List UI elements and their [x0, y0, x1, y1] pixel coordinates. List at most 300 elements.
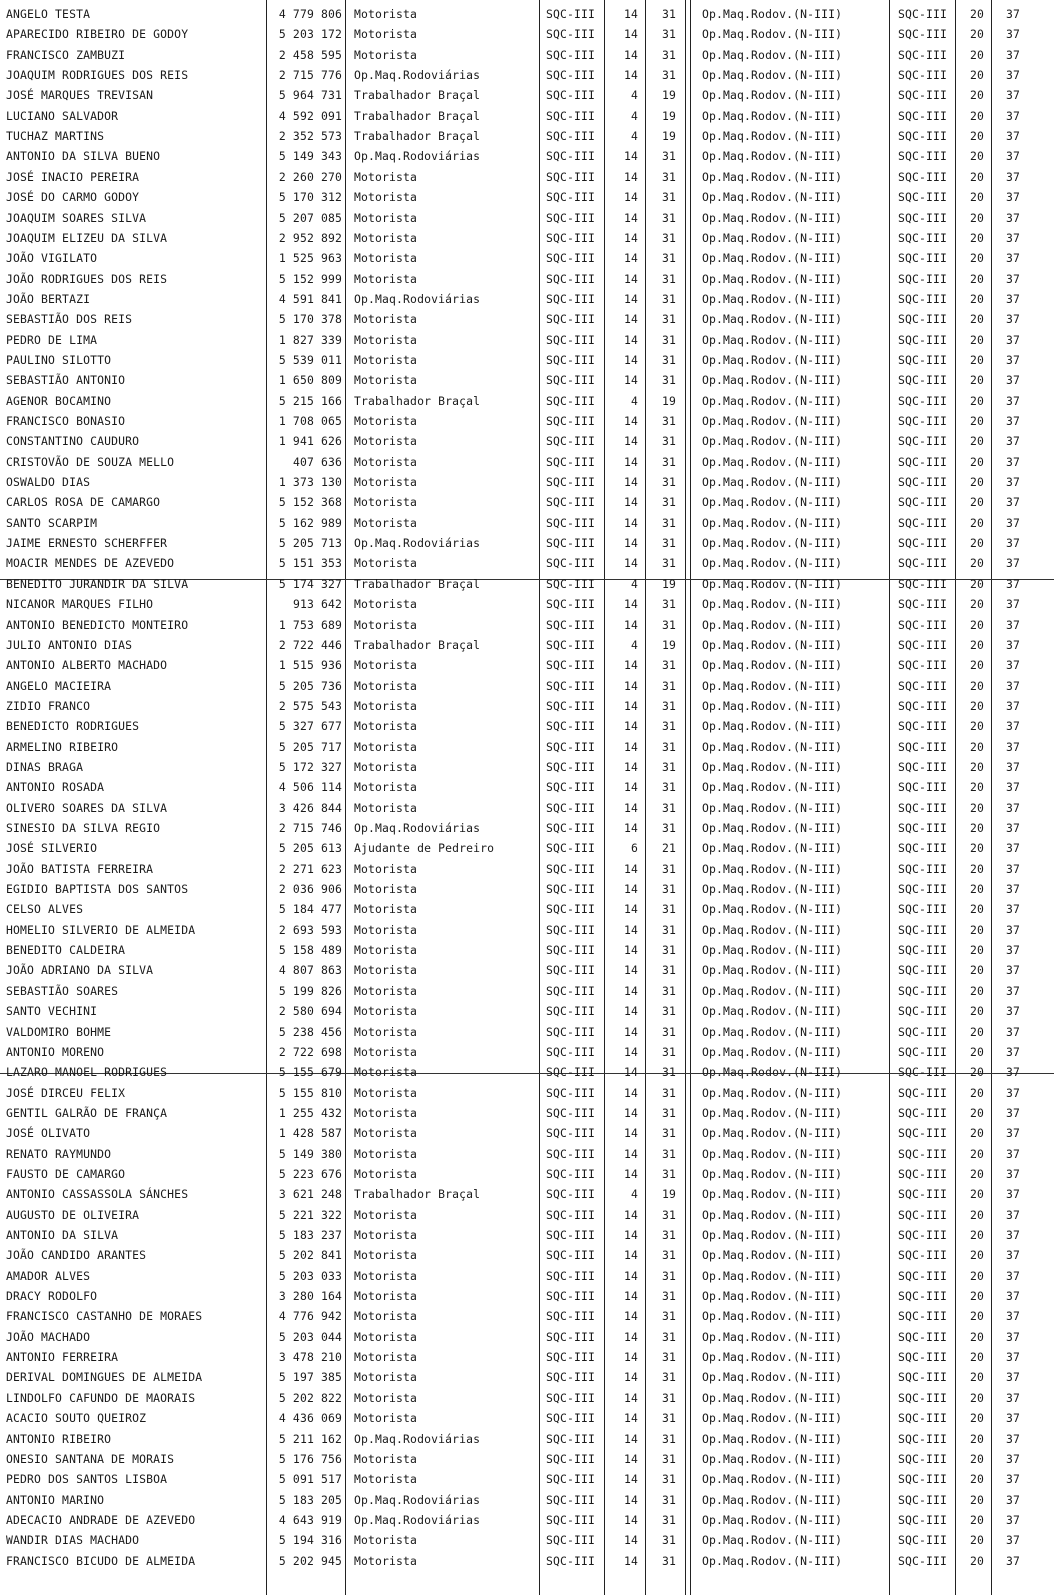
employee-name: SANTO VECHINI: [6, 1004, 98, 1019]
current-position: Motorista: [354, 1166, 418, 1181]
employee-name: OLIVERO SOARES DA SILVA: [6, 800, 168, 815]
table-row: [0, 85, 1054, 105]
current-reference: 14: [623, 1105, 638, 1120]
new-level: 37: [1005, 597, 1020, 612]
new-position: Op.Maq.Rodov.(N-III): [702, 678, 843, 693]
current-position: Motorista: [354, 475, 418, 490]
current-position: Trabalhador Braçal: [354, 1187, 481, 1202]
new-position: Op.Maq.Rodov.(N-III): [702, 414, 843, 428]
current-class: SQC-III: [546, 943, 596, 958]
current-reference: 14: [623, 1004, 638, 1019]
current-position: Motorista: [354, 902, 418, 917]
new-level: 37: [1005, 1431, 1020, 1446]
new-reference: 20: [969, 475, 984, 490]
new-class: SQC-III: [898, 576, 948, 591]
table-row: [0, 1408, 1054, 1428]
new-position: Op.Maq.Rodov.(N-III): [702, 1085, 843, 1100]
current-position: Motorista: [354, 1085, 418, 1100]
new-level: 37: [1005, 1411, 1020, 1426]
current-position: Motorista: [354, 169, 418, 184]
current-class: SQC-III: [546, 1166, 596, 1181]
employee-name: ACACIO SOUTO QUEIROZ: [6, 1411, 147, 1426]
current-reference: 14: [623, 271, 638, 286]
new-position: Op.Maq.Rodov.(N-III): [702, 617, 843, 632]
current-reference: 14: [623, 190, 638, 205]
employee-name: JOSÉ DIRCEU FELIX: [6, 1085, 126, 1100]
employee-name: JOSÉ DO CARMO GODOY: [6, 190, 140, 205]
table-row: [0, 737, 1054, 757]
current-reference: 14: [623, 515, 638, 530]
current-position: Motorista: [354, 1065, 418, 1080]
table-row: [0, 1429, 1054, 1449]
current-reference: 14: [623, 47, 638, 62]
current-level: 31: [661, 414, 676, 428]
current-position: Motorista: [354, 332, 418, 347]
table-row: [0, 309, 1054, 329]
current-class: SQC-III: [546, 495, 596, 510]
employee-name: ANTONIO MORENO: [6, 1044, 105, 1059]
employee-name: CONSTANTINO CAUDURO: [6, 434, 140, 449]
new-reference: 20: [969, 637, 984, 652]
registration-number: 5 203 172: [278, 27, 342, 42]
new-position: Op.Maq.Rodov.(N-III): [702, 373, 843, 388]
new-class: SQC-III: [898, 7, 948, 21]
employee-name: ANGELO TESTA: [6, 7, 91, 21]
current-position: Ajudante de Pedreiro: [354, 841, 495, 856]
current-reference: 14: [623, 27, 638, 42]
current-level: 31: [661, 1004, 676, 1019]
table-row: [0, 248, 1054, 268]
new-reference: 20: [969, 943, 984, 958]
new-reference: 20: [969, 169, 984, 184]
registration-number: 5 158 489: [278, 943, 342, 958]
new-reference: 20: [969, 1329, 984, 1344]
current-level: 31: [661, 495, 676, 510]
current-reference: 14: [623, 902, 638, 917]
new-level: 37: [1005, 434, 1020, 449]
current-class: SQC-III: [546, 719, 596, 734]
new-position: Op.Maq.Rodov.(N-III): [702, 536, 843, 551]
new-reference: 20: [969, 1207, 984, 1222]
new-class: SQC-III: [898, 149, 948, 164]
new-reference: 20: [969, 1309, 984, 1324]
new-level: 37: [1005, 1044, 1020, 1059]
current-position: Op.Maq.Rodoviárias: [354, 1512, 481, 1527]
table-row: [0, 716, 1054, 736]
new-level: 37: [1005, 1126, 1020, 1141]
table-row: [0, 879, 1054, 899]
new-level: 37: [1005, 1472, 1020, 1487]
current-reference: 14: [623, 556, 638, 571]
registration-number: 5 176 756: [278, 1451, 342, 1466]
employee-name: JOSÉ INACIO PEREIRA: [6, 169, 140, 184]
new-class: SQC-III: [898, 1309, 948, 1324]
current-position: Op.Maq.Rodoviárias: [354, 821, 481, 835]
new-level: 37: [1005, 373, 1020, 388]
current-position: Motorista: [354, 1268, 418, 1283]
current-reference: 4: [630, 108, 638, 123]
current-position: Motorista: [354, 352, 418, 367]
table-row: [0, 940, 1054, 960]
table-row: [0, 1083, 1054, 1103]
employee-name: JOÃO MACHADO: [6, 1329, 91, 1344]
current-class: SQC-III: [546, 1411, 596, 1426]
new-class: SQC-III: [898, 1390, 948, 1405]
current-reference: 14: [623, 454, 638, 469]
new-reference: 20: [969, 190, 984, 205]
new-level: 37: [1005, 1187, 1020, 1202]
new-class: SQC-III: [898, 312, 948, 327]
current-class: SQC-III: [546, 1126, 596, 1141]
new-level: 37: [1005, 271, 1020, 286]
registration-number: 2 952 892: [278, 230, 342, 245]
current-level: 31: [661, 1533, 676, 1548]
new-class: SQC-III: [898, 698, 948, 713]
new-reference: 20: [969, 821, 984, 835]
employee-name: DRACY RODOLFO: [6, 1289, 98, 1304]
new-level: 37: [1005, 536, 1020, 551]
registration-number: 4 591 841: [278, 291, 342, 306]
new-level: 37: [1005, 1228, 1020, 1242]
current-reference: 14: [623, 1065, 638, 1080]
registration-number: 5 223 676: [278, 1166, 342, 1181]
table-row: [0, 1001, 1054, 1021]
current-level: 31: [661, 271, 676, 286]
current-level: 31: [661, 739, 676, 754]
employee-name: ONESIO SANTANA DE MORAIS: [6, 1451, 175, 1466]
table-row: [0, 513, 1054, 533]
table-row: [0, 4, 1054, 24]
new-level: 37: [1005, 291, 1020, 306]
current-reference: 14: [623, 698, 638, 713]
current-position: Motorista: [354, 1533, 418, 1548]
employee-name: BENEDITO JURANDIR DA SILVA: [6, 576, 189, 591]
registration-number: 5 183 205: [278, 1492, 342, 1507]
new-reference: 20: [969, 759, 984, 774]
registration-number: 2 036 906: [278, 882, 342, 897]
current-class: SQC-III: [546, 1268, 596, 1283]
current-position: Motorista: [354, 373, 418, 388]
current-class: SQC-III: [546, 1004, 596, 1019]
current-class: SQC-III: [546, 230, 596, 245]
employee-name: JOÃO ADRIANO DA SILVA: [6, 963, 154, 978]
registration-number: 2 352 573: [278, 129, 342, 144]
current-reference: 14: [623, 821, 638, 835]
current-reference: 14: [623, 780, 638, 795]
new-class: SQC-III: [898, 169, 948, 184]
table-row: [0, 1510, 1054, 1530]
new-reference: 20: [969, 88, 984, 103]
new-level: 37: [1005, 352, 1020, 367]
new-reference: 20: [969, 434, 984, 449]
current-position: Motorista: [354, 1044, 418, 1059]
current-position: Motorista: [354, 800, 418, 815]
new-position: Op.Maq.Rodov.(N-III): [702, 271, 843, 286]
current-position: Motorista: [354, 1105, 418, 1120]
employee-name: JOAQUIM RODRIGUES DOS REIS: [6, 68, 189, 83]
new-level: 37: [1005, 1004, 1020, 1019]
new-reference: 20: [969, 658, 984, 673]
new-position: Op.Maq.Rodov.(N-III): [702, 454, 843, 469]
registration-number: 5 964 731: [278, 88, 342, 103]
table-row: [0, 350, 1054, 370]
new-class: SQC-III: [898, 414, 948, 428]
new-reference: 20: [969, 1004, 984, 1019]
new-position: Op.Maq.Rodov.(N-III): [702, 1329, 843, 1344]
current-class: SQC-III: [546, 759, 596, 774]
registration-number: 5 149 343: [278, 149, 342, 164]
current-class: SQC-III: [546, 434, 596, 449]
current-class: SQC-III: [546, 190, 596, 205]
table-row: [0, 187, 1054, 207]
current-level: 31: [661, 556, 676, 571]
new-level: 37: [1005, 7, 1020, 21]
current-position: Trabalhador Braçal: [354, 637, 481, 652]
registration-number: 5 202 841: [278, 1248, 342, 1263]
current-position: Motorista: [354, 7, 418, 21]
new-level: 37: [1005, 943, 1020, 958]
current-reference: 14: [623, 1044, 638, 1059]
current-level: 31: [661, 1512, 676, 1527]
new-position: Op.Maq.Rodov.(N-III): [702, 1472, 843, 1487]
current-position: Motorista: [354, 1126, 418, 1141]
employee-name: GENTIL GALRÃO DE FRANÇA: [6, 1105, 168, 1120]
current-position: Motorista: [354, 414, 418, 428]
new-level: 37: [1005, 902, 1020, 917]
current-class: SQC-III: [546, 1085, 596, 1100]
new-position: Op.Maq.Rodov.(N-III): [702, 637, 843, 652]
new-position: Op.Maq.Rodov.(N-III): [702, 698, 843, 713]
employee-name: CELSO ALVES: [6, 902, 84, 917]
current-level: 31: [661, 149, 676, 164]
employee-name: ANTONIO DA SILVA: [6, 1228, 119, 1242]
current-level: 31: [661, 1166, 676, 1181]
current-reference: 14: [623, 1390, 638, 1405]
current-level: 31: [661, 1228, 676, 1242]
registration-number: 5 184 477: [278, 902, 342, 917]
current-position: Op.Maq.Rodoviárias: [354, 1492, 481, 1507]
registration-number: 3 426 844: [278, 800, 342, 815]
new-level: 37: [1005, 658, 1020, 673]
table-row: [0, 777, 1054, 797]
current-position: Motorista: [354, 312, 418, 327]
new-reference: 20: [969, 108, 984, 123]
registration-number: 2 722 446: [278, 637, 342, 652]
registration-number: 5 170 312: [278, 190, 342, 205]
current-level: 19: [661, 1187, 676, 1202]
new-level: 37: [1005, 454, 1020, 469]
current-class: SQC-III: [546, 27, 596, 42]
employee-name: JOSÉ SILVERIO: [6, 841, 98, 856]
table-row: [0, 24, 1054, 44]
registration-number: 5 327 677: [278, 719, 342, 734]
registration-number: 5 205 717: [278, 739, 342, 754]
new-class: SQC-III: [898, 352, 948, 367]
new-level: 37: [1005, 108, 1020, 123]
new-class: SQC-III: [898, 739, 948, 754]
current-reference: 14: [623, 678, 638, 693]
current-class: SQC-III: [546, 1350, 596, 1365]
registration-number: 5 205 613: [278, 841, 342, 856]
current-level: 31: [661, 617, 676, 632]
employee-name: ANTONIO ALBERTO MACHADO: [6, 658, 168, 673]
new-level: 37: [1005, 1533, 1020, 1548]
new-position: Op.Maq.Rodov.(N-III): [702, 1105, 843, 1120]
new-reference: 20: [969, 963, 984, 978]
current-reference: 14: [623, 1309, 638, 1324]
table-row: [0, 431, 1054, 451]
new-reference: 20: [969, 1024, 984, 1039]
new-class: SQC-III: [898, 556, 948, 571]
current-position: Motorista: [354, 47, 418, 62]
current-level: 31: [661, 963, 676, 978]
current-class: SQC-III: [546, 1228, 596, 1242]
new-class: SQC-III: [898, 1451, 948, 1466]
current-level: 19: [661, 576, 676, 591]
current-level: 19: [661, 393, 676, 408]
new-reference: 20: [969, 617, 984, 632]
current-level: 31: [661, 1411, 676, 1426]
table-row: [0, 1144, 1054, 1164]
new-level: 37: [1005, 556, 1020, 571]
table-row: [0, 818, 1054, 838]
registration-number: 5 183 237: [278, 1228, 342, 1242]
employee-name: JAIME ERNESTO SCHERFFER: [6, 536, 168, 551]
new-position: Op.Maq.Rodov.(N-III): [702, 434, 843, 449]
new-reference: 20: [969, 454, 984, 469]
new-position: Op.Maq.Rodov.(N-III): [702, 963, 843, 978]
employee-name: OSWALDO DIAS: [6, 475, 91, 490]
table-row: [0, 1103, 1054, 1123]
registration-number: 5 211 162: [278, 1431, 342, 1446]
current-level: 31: [661, 1329, 676, 1344]
new-position: Op.Maq.Rodov.(N-III): [702, 352, 843, 367]
current-class: SQC-III: [546, 1207, 596, 1222]
new-position: Op.Maq.Rodov.(N-III): [702, 230, 843, 245]
new-reference: 20: [969, 332, 984, 347]
current-class: SQC-III: [546, 68, 596, 83]
current-class: SQC-III: [546, 108, 596, 123]
current-level: 31: [661, 1370, 676, 1385]
new-class: SQC-III: [898, 1370, 948, 1385]
new-class: SQC-III: [898, 88, 948, 103]
current-level: 31: [661, 882, 676, 897]
table-row: [0, 1042, 1054, 1062]
current-class: SQC-III: [546, 129, 596, 144]
current-reference: 14: [623, 7, 638, 21]
table-row: [0, 1367, 1054, 1387]
current-level: 31: [661, 210, 676, 225]
current-position: Motorista: [354, 1289, 418, 1304]
current-class: SQC-III: [546, 963, 596, 978]
employee-name: SINESIO DA SILVA REGIO: [6, 821, 161, 835]
new-position: Op.Maq.Rodov.(N-III): [702, 1024, 843, 1039]
registration-number: 5 202 822: [278, 1390, 342, 1405]
current-reference: 14: [623, 1207, 638, 1222]
current-class: SQC-III: [546, 678, 596, 693]
employee-name: JULIO ANTONIO DIAS: [6, 637, 133, 652]
current-position: Motorista: [354, 963, 418, 978]
current-position: Trabalhador Braçal: [354, 88, 481, 103]
current-reference: 14: [623, 251, 638, 266]
current-class: SQC-III: [546, 1492, 596, 1507]
new-reference: 20: [969, 7, 984, 21]
table-row: [0, 1225, 1054, 1245]
table-row: [0, 635, 1054, 655]
employee-name: CARLOS ROSA DE CAMARGO: [6, 495, 161, 510]
table-row: [0, 960, 1054, 980]
current-reference: 14: [623, 434, 638, 449]
table-row: [0, 1164, 1054, 1184]
registration-number: 1 708 065: [278, 414, 342, 428]
current-class: SQC-III: [546, 210, 596, 225]
current-level: 31: [661, 7, 676, 21]
new-level: 37: [1005, 312, 1020, 327]
current-reference: 14: [623, 149, 638, 164]
registration-number: 5 203 033: [278, 1268, 342, 1283]
registration-number: 2 715 746: [278, 821, 342, 835]
current-class: SQC-III: [546, 597, 596, 612]
new-reference: 20: [969, 841, 984, 856]
new-position: Op.Maq.Rodov.(N-III): [702, 210, 843, 225]
current-position: Motorista: [354, 943, 418, 958]
new-reference: 20: [969, 495, 984, 510]
table-row: [0, 1449, 1054, 1469]
employee-name: SEBASTIÃO ANTONIO: [6, 373, 126, 388]
new-reference: 20: [969, 1370, 984, 1385]
new-level: 37: [1005, 576, 1020, 591]
employee-name: DINAS BRAGA: [6, 759, 84, 774]
registration-number: 2 260 270: [278, 169, 342, 184]
new-reference: 20: [969, 800, 984, 815]
new-reference: 20: [969, 739, 984, 754]
table-row: [0, 146, 1054, 166]
employee-name: ANTONIO FERREIRA: [6, 1350, 119, 1365]
new-position: Op.Maq.Rodov.(N-III): [702, 841, 843, 856]
employee-name: FRANCISCO ZAMBUZI: [6, 47, 126, 62]
new-position: Op.Maq.Rodov.(N-III): [702, 47, 843, 62]
current-level: 31: [661, 1451, 676, 1466]
employee-name: ANTONIO RIBEIRO: [6, 1431, 112, 1446]
current-level: 31: [661, 1044, 676, 1059]
new-reference: 20: [969, 515, 984, 530]
new-position: Op.Maq.Rodov.(N-III): [702, 1166, 843, 1181]
new-class: SQC-III: [898, 1289, 948, 1304]
registration-number: 5 194 316: [278, 1533, 342, 1548]
current-reference: 14: [623, 983, 638, 998]
table-row: [0, 1266, 1054, 1286]
new-position: Op.Maq.Rodov.(N-III): [702, 190, 843, 205]
new-position: Op.Maq.Rodov.(N-III): [702, 780, 843, 795]
employee-name: WANDIR DIAS MACHADO: [6, 1533, 140, 1548]
current-reference: 4: [630, 88, 638, 103]
new-position: Op.Maq.Rodov.(N-III): [702, 739, 843, 754]
employee-name: JOÃO BATISTA FERREIRA: [6, 861, 154, 876]
new-reference: 20: [969, 1390, 984, 1405]
table-row: [0, 553, 1054, 573]
new-reference: 20: [969, 902, 984, 917]
employee-name: HOMELIO SILVERIO DE ALMEIDA: [6, 922, 196, 937]
current-position: Motorista: [354, 617, 418, 632]
registration-number: 5 205 736: [278, 678, 342, 693]
new-reference: 20: [969, 352, 984, 367]
new-class: SQC-III: [898, 210, 948, 225]
employee-name: ZIDIO FRANCO: [6, 698, 91, 713]
table-row: [0, 1530, 1054, 1550]
new-level: 37: [1005, 1553, 1020, 1568]
current-class: SQC-III: [546, 149, 596, 164]
registration-number: 5 151 353: [278, 556, 342, 571]
